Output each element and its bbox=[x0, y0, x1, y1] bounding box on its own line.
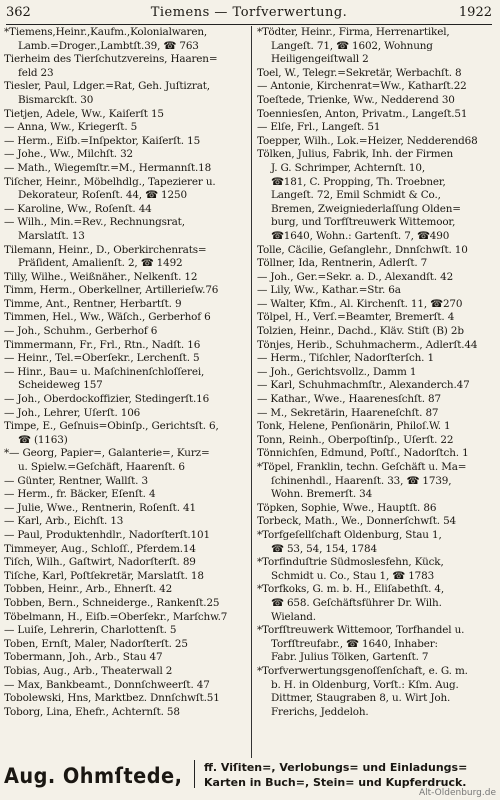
directory-entry-line: Tilemann, Heinr., D., Oberkirchenrats= bbox=[4, 243, 207, 256]
directory-entry-line: *Tödter, Heinr., Firma, Herrenartikel, bbox=[257, 26, 450, 38]
directory-entry-line: J. G. Schrimper, Achternſt. 10, bbox=[271, 161, 426, 174]
directory-entry-line: — Karl, Arb., Eichſt. 13 bbox=[4, 515, 124, 528]
ad-brace bbox=[194, 760, 201, 788]
directory-entry-line: — Heinr., Tel.=Oberſekr., Lerchenſt. 5 bbox=[4, 352, 200, 365]
directory-entry-line: — Julie, Wwe., Rentnerin, Roſenſt. 41 bbox=[4, 501, 196, 514]
directory-entry-line: Tölpel, H., Verſ.=Beamter, Bremerſt. 4 bbox=[257, 311, 455, 324]
directory-entry-line: Timmen, Hel., Ww., Wäſch., Gerberhof 6 bbox=[4, 311, 211, 324]
directory-entry-line: Timmeyer, Aug., Schloſſ., Pferdem.14 bbox=[4, 542, 196, 555]
directory-entry-line: Lamb.=Droger.,Lambtſt.39, ☎ 763 bbox=[18, 39, 199, 52]
directory-entry-line: — Johe., Ww., Milchſt. 32 bbox=[4, 148, 134, 161]
ad-line-2: Karten in Buch=, Stein= und Kupferdruck. bbox=[204, 776, 467, 789]
directory-entry-line: Töllner, Ida, Rentnerin, Adlerſt. 7 bbox=[257, 257, 428, 270]
directory-entry-line: Tolle, Cäcilie, Geſanglehr., Dnnſchwſt. 10 bbox=[257, 243, 468, 256]
directory-entry-line: Tobermann, Joh., Arb., Stau 47 bbox=[4, 651, 163, 664]
directory-entry-line: — Hinr., Bau= u. Maſchinenſchloſſerei, bbox=[4, 365, 205, 378]
directory-entry-line: Langeſt. 72, Emil Schmidt & Co., bbox=[271, 189, 441, 202]
directory-entry-line: Timmermann, Fr., Frl., Rtn., Nadſt. 16 bbox=[4, 338, 201, 351]
directory-entry-line: Heiligengeiſtwall 2 bbox=[271, 53, 369, 66]
directory-entry-line: Tönnichſen, Edmund, Poſtſ., Nadorſtch. 1 bbox=[257, 447, 469, 460]
directory-entry-line: *Torfgeſellſchaft Oldenburg, Stau 1, bbox=[257, 528, 442, 541]
page-header bbox=[6, 3, 492, 23]
directory-entry-line: Langeſt. 71, ☎ 1602, Wohnung bbox=[271, 39, 433, 52]
directory-entry-line: Schmidt u. Co., Stau 1, ☎ 1783 bbox=[271, 569, 435, 582]
directory-entry-line: *Töpel, Franklin, techn. Geſchäft u. Ma= bbox=[257, 461, 467, 473]
advertiser-name: Aug. Ohmſtede, bbox=[4, 764, 183, 788]
directory-entry-line: Tiesler, Paul, Ldger.=Rat, Geh. Juſtizrat, bbox=[4, 80, 210, 93]
directory-entry-line: Toenniesſen, Anton, Privatm., Langeſt.51 bbox=[257, 107, 468, 120]
directory-entry-line: Toel, W., Telegr.=Sekretär, Werbachſt. 8 bbox=[257, 66, 462, 79]
directory-entry-line: Töbelmann, H., Eiſb.=Oberſekr., Marſchw.7 bbox=[4, 610, 228, 623]
directory-entry-line: Fabr. Julius Tölken, Gartenſt. 7 bbox=[271, 651, 429, 664]
year: 1922 bbox=[458, 5, 492, 20]
directory-entry-line: — Wilh., Min.=Rev., Rechnungsrat, bbox=[4, 216, 185, 229]
directory-entry-line: u. Spielw.=Geſchäft, Haarenſt. 6 bbox=[18, 461, 185, 473]
directory-entry-line: Dittmer, Staugraben 8, u. Wirt Joh. bbox=[271, 692, 451, 705]
directory-entry-line: Tilly, Wilhe., Weißnäher., Nelkenſt. 12 bbox=[4, 270, 198, 283]
directory-entry-line: — Kathar., Wwe., Haarenesſchſt. 87 bbox=[257, 393, 441, 406]
directory-entry-line: Timme, Ant., Rentner, Herbartſt. 9 bbox=[4, 297, 182, 310]
directory-entry-line: Tobben, Heinr., Arb., Ehnerſt. 42 bbox=[4, 583, 173, 596]
directory-entry-line: ☎ (1163) bbox=[18, 433, 68, 446]
directory-entry-line: Tolzien, Heinr., Dachd., Kläv. Stiſt (B) 2b bbox=[257, 325, 464, 338]
directory-entry-line: Tiſcher, Heinr., Möbelhdlg., Tapezierer u. bbox=[4, 175, 216, 188]
page-number: 362 bbox=[6, 5, 31, 20]
directory-entry-line: Töpken, Sophie, Wwe., Hauptſt. 86 bbox=[257, 501, 437, 514]
directory-entry-line: Tierheim des Tierſchutzvereins, Haaren= bbox=[4, 53, 218, 66]
directory-entry-line: Tietjen, Adele, Ww., Kaiſerſt 15 bbox=[4, 107, 164, 120]
directory-entry-line: Torfſtreufabr., ☎ 1640, Inhaber: bbox=[271, 637, 438, 650]
directory-entry-line: Timm, Herm., Oberkellner, Artillerieſw.76 bbox=[4, 284, 219, 297]
directory-entry-line: — Lily, Ww., Kathar.=Str. 6a bbox=[257, 284, 401, 297]
directory-entry-line: Tölken, Julius, Fabrik, Inh. der Firmen bbox=[257, 148, 454, 161]
directory-entry-line: Tonn, Reinh., Oberpoſtinſp., Uſerſt. 22 bbox=[257, 433, 454, 446]
directory-entry-line: Bismarckſt. 30 bbox=[18, 93, 94, 106]
directory-entry-line: ſchinenhdl., Haarenſt. 33, ☎ 1739, bbox=[271, 474, 452, 487]
directory-entry-line: — Paul, Produktenhdlr., Nadorſterſt.101 bbox=[4, 528, 210, 541]
directory-entry-line: — Joh., Ger.=Sekr. a. D., Alexandſt. 42 bbox=[257, 270, 454, 283]
directory-entry-line: — Joh., Gerichtsvollz., Damm 1 bbox=[257, 365, 417, 378]
directory-entry-line: — Joh., Lehrer, Uſerſt. 106 bbox=[4, 406, 141, 419]
column-divider bbox=[251, 26, 252, 758]
directory-entry-line: — Walter, Kfm., Al. Kirchenſt. 11, ☎270 bbox=[257, 297, 463, 310]
directory-entry-line: *Torfſtreuwerk Wittemoor, Torfhandel u. bbox=[257, 624, 465, 637]
directory-entry-line: — Karoline, Ww., Roſenſt. 44 bbox=[4, 202, 152, 215]
directory-entry-line: ☎ 658. Geſchäftsführer Dr. Wilh. bbox=[271, 596, 442, 609]
directory-entry-line: Torbeck, Math., We., Donnerſchwſt. 54 bbox=[257, 515, 457, 528]
directory-entry-line: Frerichs, Jeddeloh. bbox=[271, 705, 369, 718]
directory-entry-line: — M., Sekretärin, Haareneſchſt. 87 bbox=[257, 406, 439, 419]
directory-entry-line: Tobolewski, Hns, Marktbez. Dnnſchwſt.51 bbox=[4, 692, 220, 705]
directory-entry-line: — Herm., fr. Bäcker, Eſenſt. 4 bbox=[4, 488, 156, 501]
directory-entry-line: Toborg, Lina, Ehefr., Achternſt. 58 bbox=[4, 705, 180, 718]
directory-entry-line: *Torfkoks, G. m. b. H., Eliſabethſt. 4, bbox=[257, 583, 445, 596]
directory-entry-line: feld 23 bbox=[18, 66, 54, 79]
directory-entry-line: Timpe, E., Geſnuis=Obinſp., Gerichtsſt. 6, bbox=[4, 420, 219, 433]
ad-line-1: ff. Viſiten=, Verlobungs= und Einladungs= bbox=[204, 761, 468, 774]
directory-entry-line: Scheideweg 157 bbox=[18, 379, 103, 392]
directory-entry-line: Toben, Ernſt, Maler, Nadorſterſt. 25 bbox=[4, 637, 188, 650]
directory-entry-line: Tobben, Bern., Schneiderge., Rankenſt.25 bbox=[4, 596, 220, 609]
directory-entry-line: — Joh., Schuhm., Gerberhof 6 bbox=[4, 325, 158, 338]
directory-entry-line: — Herm., Eiſb.=Inſpektor, Kaiſerſt. 15 bbox=[4, 134, 201, 147]
directory-entry-line: — Luiſe, Lehrerin, Charlottenſt. 5 bbox=[4, 624, 177, 637]
directory-entry-line: ☎181, C. Propping, Th. Troebner, bbox=[271, 175, 446, 188]
directory-entry-line: Marslatſt. 13 bbox=[18, 229, 85, 242]
page-title: Tiemens — Torfverwertung. bbox=[150, 5, 348, 20]
directory-entry-line: — Günter, Rentner, Wallſt. 3 bbox=[4, 474, 148, 487]
directory-entry-line: Tönjes, Herib., Schuhmacherm., Adlerſt.44 bbox=[257, 338, 478, 351]
directory-entry-line: Toepper, Wilh., Lok.=Heizer, Nedderend68 bbox=[257, 134, 478, 147]
directory-entry-line: — Joh., Oberdockoffizier, Stedingerſt.16 bbox=[4, 393, 210, 406]
directory-entry-line: — Max, Bankbeamt., Donnſchweerſt. 47 bbox=[4, 678, 210, 691]
directory-entry-line: Tiſche, Karl, Poſtſekretär, Marslatſt. 18 bbox=[4, 569, 204, 582]
directory-entry-line: Toeſtede, Trienke, Ww., Nedderend 30 bbox=[257, 93, 455, 106]
directory-entry-line: — Anna, Ww., Kriegerſt. 5 bbox=[4, 121, 138, 134]
directory-entry-line: — Elſe, Frl., Langeſt. 51 bbox=[257, 121, 381, 134]
directory-entry-line: burg, und Torfſtreuwerk Wittemoor, bbox=[271, 216, 456, 229]
header-rule bbox=[6, 24, 492, 25]
directory-entry-line: — Karl, Schuhmachmſtr., Alexanderch.47 bbox=[257, 379, 470, 392]
directory-entry-line: *Torfverwertungsgenoſſenſchaft, e. G. m. bbox=[257, 664, 468, 677]
directory-entry-line: ☎ 53, 54, 154, 1784 bbox=[271, 542, 377, 555]
directory-entry-line: *Tiemens,Heinr.,Kaufm.,Kolonialwaren, bbox=[4, 26, 208, 38]
directory-entry-line: Präſident, Amalienſt. 2, ☎ 1492 bbox=[18, 257, 183, 270]
directory-entry-line: Tiſch, Wilh., Gaſtwirt, Nadorſterſt. 89 bbox=[4, 556, 196, 569]
directory-entry-line: Wohn. Bremerſt. 34 bbox=[271, 488, 373, 501]
watermark: Alt-Oldenburg.de bbox=[418, 788, 496, 798]
directory-entry-line: *— Georg, Papier=, Galanterie=, Kurz= bbox=[4, 447, 210, 460]
directory-entry-line: — Herm., Tiſchler, Nadorſterſch. 1 bbox=[257, 352, 434, 365]
directory-entry-line: Wieland. bbox=[271, 610, 316, 623]
directory-entry-line: ☎1640, Wohn.: Gartenſt. 7, ☎490 bbox=[271, 229, 450, 242]
directory-entry-line: Tobias, Aug., Arb., Theaterwall 2 bbox=[4, 664, 173, 677]
directory-entry-line: — Math., Wiegemſtr.=M., Hermannſt.18 bbox=[4, 161, 212, 174]
directory-entry-line: Bremen, Zweigniederlaſſung Olden= bbox=[271, 202, 461, 215]
right-column bbox=[257, 26, 495, 758]
directory-entry-line: — Antonie, Kirchenrat=Ww., Katharſt.22 bbox=[257, 80, 467, 93]
directory-entry-line: Tonk, Helene, Penſionärin, Philoſ.W. 1 bbox=[257, 420, 451, 433]
directory-entry-line: Dekorateur, Roſenſt. 44, ☎ 1250 bbox=[18, 189, 187, 202]
directory-entry-line: b. H. in Oldenburg, Vorſt.: Kſm. Aug. bbox=[271, 678, 459, 691]
directory-entry-line: *Torfinduſtrie Südmoslesfehn, Kück, bbox=[257, 556, 444, 569]
left-column bbox=[4, 26, 244, 758]
